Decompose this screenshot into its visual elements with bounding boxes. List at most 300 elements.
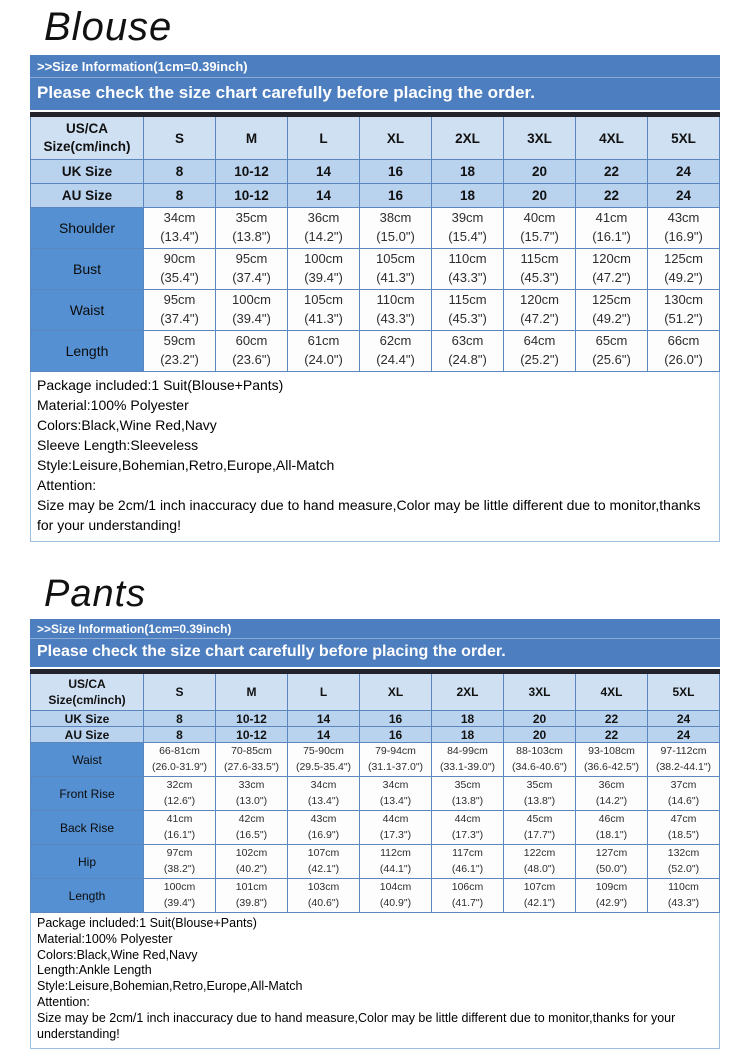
- value-inch: (14.6"): [667, 794, 700, 807]
- pants-size-info-heading: >>Size Information(1cm=0.39inch): [30, 619, 720, 639]
- region-size-value: 14: [288, 184, 360, 208]
- value-inch: (13.8"): [451, 794, 484, 807]
- value-inch: (16.1"): [163, 828, 196, 841]
- value-inch: (43.3"): [667, 896, 700, 909]
- value-inch: (24.0"): [304, 352, 343, 367]
- value-cm: 112cm: [380, 846, 411, 859]
- value-inch: (13.4"): [307, 794, 340, 807]
- measurement-value: [576, 845, 648, 879]
- measurement-value: [288, 208, 360, 249]
- blouse-title: Blouse: [44, 5, 173, 49]
- value-cm: 41cm: [595, 210, 628, 226]
- measurement-value: [360, 777, 432, 811]
- measurement-value: [648, 208, 720, 249]
- measurement-value: [144, 879, 216, 913]
- note-line: Length:Ankle Length: [37, 963, 152, 978]
- value-inch: (45.3"): [448, 311, 487, 326]
- region-size-value: 24: [648, 184, 720, 208]
- region-size-row: [31, 160, 720, 184]
- region-size-value: 16: [360, 160, 432, 184]
- note-line: Sleeve Length:Sleeveless: [37, 437, 199, 453]
- measurement-label: Waist: [31, 743, 144, 777]
- region-size-value: 24: [648, 727, 720, 743]
- size-column-header: 2XL: [432, 115, 504, 160]
- measurement-value: [288, 290, 360, 331]
- value-cm: 65cm: [595, 333, 628, 349]
- region-size-value: 20: [504, 184, 576, 208]
- note-line: Attention:: [37, 477, 97, 493]
- region-size-label: UK Size: [31, 160, 144, 184]
- note-line: Size may be 2cm/1 inch inaccuracy due to hand measure,Color may be little different due to monitor,thanks for your understanding!: [37, 1010, 676, 1041]
- region-size-value: 18: [432, 727, 504, 743]
- pants-notes: [30, 913, 720, 1049]
- value-inch: (38.2"): [163, 862, 196, 875]
- value-inch: (18.5"): [667, 828, 700, 841]
- value-inch: (17.3"): [451, 828, 484, 841]
- measurement-value: [648, 290, 720, 331]
- measurement-value: [576, 290, 648, 331]
- note-line: Package included:1 Suit(Blouse+Pants): [37, 916, 257, 930]
- region-size-value: 8: [144, 711, 216, 727]
- value-inch: (48.0"): [523, 862, 556, 875]
- value-cm: 46cm: [598, 812, 625, 825]
- size-header-row: [31, 672, 720, 711]
- value-cm: 105cm: [375, 251, 416, 267]
- value-cm: 66cm: [667, 333, 700, 349]
- value-cm: 100cm: [231, 292, 272, 308]
- measurement-value: [288, 811, 360, 845]
- note-line: Style:Leisure,Bohemian,Retro,Europe,All-Match: [37, 979, 303, 994]
- region-size-value: 22: [576, 184, 648, 208]
- value-cm: 36cm: [307, 210, 340, 226]
- value-cm: 88-103cm: [516, 744, 563, 757]
- region-size-value: 22: [576, 160, 648, 184]
- value-inch: (40.2"): [235, 862, 268, 875]
- measurement-value: [432, 331, 504, 372]
- value-inch: (47.2"): [592, 270, 631, 285]
- measurement-value: [288, 845, 360, 879]
- value-inch: (24.4"): [376, 352, 415, 367]
- region-size-row: [31, 184, 720, 208]
- measurement-value: [432, 811, 504, 845]
- value-cm: 34cm: [163, 210, 196, 226]
- size-system-header-line: Size(cm/inch): [43, 139, 131, 154]
- measurement-value: [432, 879, 504, 913]
- measurement-value: [360, 208, 432, 249]
- measurement-value: [648, 249, 720, 290]
- measurement-value: [504, 290, 576, 331]
- measurement-row: [31, 249, 720, 290]
- measurement-value: [288, 743, 360, 777]
- value-inch: (14.2"): [304, 229, 343, 244]
- size-column-header: 3XL: [504, 672, 576, 711]
- note-line: Package included:1 Suit(Blouse+Pants): [37, 377, 284, 393]
- measurement-value: [648, 879, 720, 913]
- value-cm: 90cm: [163, 251, 196, 267]
- region-size-value: 18: [432, 160, 504, 184]
- measurement-row: [31, 290, 720, 331]
- value-cm: 125cm: [591, 292, 632, 308]
- measurement-value: [216, 845, 288, 879]
- value-cm: 43cm: [310, 812, 337, 825]
- measurement-label: Shoulder: [31, 208, 144, 249]
- measurement-value: [432, 743, 504, 777]
- size-column-header: 4XL: [576, 672, 648, 711]
- measurement-label: Waist: [31, 290, 144, 331]
- region-size-value: 8: [144, 184, 216, 208]
- value-cm: 117cm: [452, 846, 483, 859]
- value-inch: (49.2"): [664, 270, 703, 285]
- value-inch: (25.6"): [592, 352, 631, 367]
- region-size-value: 16: [360, 727, 432, 743]
- measurement-label: Length: [31, 879, 144, 913]
- value-inch: (29.5-35.4"): [295, 760, 352, 773]
- measurement-value: [504, 845, 576, 879]
- measurement-value: [288, 777, 360, 811]
- value-cm: 125cm: [663, 251, 704, 267]
- measurement-value: [648, 811, 720, 845]
- measurement-label: Length: [31, 331, 144, 372]
- pants-section: [30, 572, 720, 1049]
- value-inch: (39.4"): [232, 311, 271, 326]
- measurement-row: [31, 777, 720, 811]
- size-system-header-line: US/CA: [65, 120, 108, 136]
- value-cm: 102cm: [235, 846, 268, 859]
- size-column-header: 3XL: [504, 115, 576, 160]
- value-cm: 97cm: [166, 846, 193, 859]
- value-cm: 39cm: [451, 210, 484, 226]
- value-cm: 122cm: [523, 846, 556, 859]
- measurement-value: [360, 743, 432, 777]
- region-size-row: [31, 727, 720, 743]
- region-size-value: 20: [504, 160, 576, 184]
- size-system-header: [31, 115, 144, 160]
- value-cm: 110cm: [448, 251, 487, 267]
- note-line: Attention:: [37, 994, 90, 1009]
- measurement-value: [216, 208, 288, 249]
- value-cm: 109cm: [595, 880, 628, 893]
- value-cm: 63cm: [451, 333, 484, 349]
- value-cm: 41cm: [166, 812, 193, 825]
- measurement-value: [576, 331, 648, 372]
- value-inch: (37.4"): [160, 311, 199, 326]
- value-inch: (40.6"): [307, 896, 340, 909]
- size-column-header: 5XL: [648, 672, 720, 711]
- value-inch: (14.2"): [595, 794, 628, 807]
- value-inch: (38.2-44.1"): [655, 760, 712, 773]
- measurement-value: [432, 777, 504, 811]
- measurement-label: Hip: [31, 845, 144, 879]
- size-system-header-line: Size(cm/inch): [48, 693, 126, 707]
- value-cm: 35cm: [526, 778, 553, 791]
- measurement-value: [504, 879, 576, 913]
- value-cm: 95cm: [163, 292, 196, 308]
- measurement-value: [216, 331, 288, 372]
- measurement-value: [144, 208, 216, 249]
- value-cm: 106cm: [451, 880, 484, 893]
- value-inch: (39.4"): [163, 896, 196, 909]
- measurement-row: [31, 879, 720, 913]
- value-inch: (24.8"): [448, 352, 487, 367]
- blouse-size-info-heading: >>Size Information(1cm=0.39inch): [30, 55, 720, 78]
- value-inch: (34.6-40.6"): [511, 760, 568, 773]
- value-cm: 34cm: [382, 778, 409, 791]
- value-inch: (17.7"): [523, 828, 556, 841]
- value-cm: 47cm: [670, 812, 697, 825]
- measurement-label: Bust: [31, 249, 144, 290]
- value-cm: 107cm: [307, 846, 340, 859]
- region-size-value: 10-12: [216, 184, 288, 208]
- region-size-value: 8: [144, 160, 216, 184]
- region-size-value: 8: [144, 727, 216, 743]
- value-inch: (23.2"): [160, 352, 199, 367]
- value-cm: 66-81cm: [159, 744, 200, 757]
- measurement-value: [576, 208, 648, 249]
- value-cm: 35cm: [454, 778, 481, 791]
- value-cm: 93-108cm: [588, 744, 635, 757]
- value-inch: (42.1"): [307, 862, 340, 875]
- measurement-row: [31, 845, 720, 879]
- value-cm: 104cm: [379, 880, 412, 893]
- value-inch: (40.9"): [379, 896, 412, 909]
- measurement-value: [432, 290, 504, 331]
- value-cm: 75-90cm: [303, 744, 344, 757]
- value-inch: (39.4"): [304, 270, 343, 285]
- region-size-value: 22: [576, 727, 648, 743]
- value-cm: 38cm: [379, 210, 412, 226]
- measurement-row: [31, 811, 720, 845]
- size-column-header: 4XL: [576, 115, 648, 160]
- value-cm: 127cm: [595, 846, 628, 859]
- size-column-header: S: [144, 672, 216, 711]
- value-inch: (41.3"): [304, 311, 343, 326]
- value-inch: (16.9"): [307, 828, 340, 841]
- value-cm: 44cm: [382, 812, 409, 825]
- value-inch: (52.0"): [667, 862, 700, 875]
- value-inch: (41.3"): [376, 270, 415, 285]
- measurement-value: [576, 811, 648, 845]
- value-inch: (51.2"): [664, 311, 703, 326]
- value-inch: (45.3"): [520, 270, 559, 285]
- size-column-header: L: [288, 672, 360, 711]
- measurement-value: [504, 811, 576, 845]
- value-cm: 60cm: [235, 333, 268, 349]
- value-inch: (16.1"): [592, 229, 631, 244]
- measurement-value: [504, 208, 576, 249]
- measurement-value: [504, 777, 576, 811]
- measurement-value: [576, 777, 648, 811]
- value-cm: 32cm: [166, 778, 193, 791]
- measurement-value: [504, 743, 576, 777]
- measurement-value: [144, 777, 216, 811]
- value-cm: 101cm: [235, 880, 268, 893]
- value-inch: (49.2"): [592, 311, 631, 326]
- size-column-header: XL: [360, 115, 432, 160]
- value-inch: (42.1"): [523, 896, 556, 909]
- value-cm: 103cm: [307, 880, 340, 893]
- value-cm: 35cm: [235, 210, 268, 226]
- value-cm: 62cm: [379, 333, 412, 349]
- blouse-size-info-banner: [30, 55, 720, 110]
- value-cm: 34cm: [310, 778, 337, 791]
- size-column-header: M: [216, 115, 288, 160]
- region-size-row: [31, 711, 720, 727]
- value-inch: (15.7"): [520, 229, 559, 244]
- value-inch: (44.1"): [379, 862, 412, 875]
- blouse-size-chart-warning: Please check the size chart carefully before placing the order.: [37, 83, 535, 102]
- value-cm: 115cm: [448, 292, 487, 308]
- measurement-value: [288, 879, 360, 913]
- measurement-row: [31, 208, 720, 249]
- note-line: Material:100% Polyester: [37, 931, 173, 946]
- value-inch: (46.1"): [451, 862, 484, 875]
- region-size-value: 24: [648, 711, 720, 727]
- measurement-value: [360, 290, 432, 331]
- value-inch: (15.0"): [376, 229, 415, 244]
- measurement-value: [432, 208, 504, 249]
- value-cm: 110cm: [668, 880, 699, 893]
- measurement-value: [360, 879, 432, 913]
- region-size-value: 10-12: [216, 727, 288, 743]
- value-cm: 100cm: [303, 251, 344, 267]
- measurement-value: [432, 845, 504, 879]
- size-system-header: [31, 672, 144, 711]
- measurement-value: [360, 331, 432, 372]
- measurement-label: Back Rise: [31, 811, 144, 845]
- blouse-size-table: [30, 112, 720, 372]
- value-inch: (13.8"): [523, 794, 556, 807]
- value-cm: 40cm: [523, 210, 556, 226]
- value-inch: (16.9"): [664, 229, 703, 244]
- region-size-value: 24: [648, 160, 720, 184]
- measurement-value: [144, 290, 216, 331]
- value-inch: (23.6"): [232, 352, 271, 367]
- value-cm: 37cm: [670, 778, 697, 791]
- value-cm: 132cm: [667, 846, 700, 859]
- region-size-value: 20: [504, 711, 576, 727]
- size-system-header-line: US/CA: [68, 676, 106, 691]
- value-inch: (43.3"): [448, 270, 487, 285]
- measurement-row: [31, 743, 720, 777]
- value-cm: 79-94cm: [375, 744, 416, 757]
- measurement-label: Front Rise: [31, 777, 144, 811]
- value-cm: 42cm: [238, 812, 265, 825]
- size-column-header: XL: [360, 672, 432, 711]
- region-size-label: AU Size: [31, 184, 144, 208]
- measurement-value: [216, 879, 288, 913]
- value-cm: 36cm: [598, 778, 625, 791]
- value-cm: 120cm: [519, 292, 560, 308]
- region-size-value: 22: [576, 711, 648, 727]
- value-cm: 97-112cm: [660, 744, 707, 757]
- value-cm: 107cm: [523, 880, 556, 893]
- value-inch: (35.4"): [160, 270, 199, 285]
- region-size-value: 14: [288, 160, 360, 184]
- blouse-notes: [30, 372, 720, 542]
- value-inch: (27.6-33.5"): [223, 760, 280, 773]
- value-cm: 110cm: [376, 292, 415, 308]
- value-cm: 43cm: [667, 210, 700, 226]
- measurement-value: [288, 249, 360, 290]
- value-inch: (26.0"): [664, 352, 703, 367]
- measurement-value: [648, 845, 720, 879]
- measurement-value: [504, 331, 576, 372]
- measurement-value: [144, 811, 216, 845]
- note-line: Style:Leisure,Bohemian,Retro,Europe,All-Match: [37, 457, 335, 473]
- value-inch: (15.4"): [448, 229, 487, 244]
- value-inch: (47.2"): [520, 311, 559, 326]
- measurement-value: [576, 879, 648, 913]
- measurement-value: [216, 290, 288, 331]
- value-inch: (31.1-37.0"): [367, 760, 424, 773]
- value-inch: (13.0"): [235, 794, 268, 807]
- value-cm: 130cm: [663, 292, 704, 308]
- value-inch: (17.3"): [379, 828, 412, 841]
- region-size-value: 16: [360, 184, 432, 208]
- size-column-header: S: [144, 115, 216, 160]
- pants-size-table: [30, 669, 720, 913]
- pants-title: Pants: [44, 573, 147, 615]
- value-cm: 100cm: [163, 880, 196, 893]
- measurement-row: [31, 331, 720, 372]
- value-inch: (13.4"): [160, 229, 199, 244]
- value-inch: (16.5"): [235, 828, 268, 841]
- measurement-value: [360, 811, 432, 845]
- measurement-value: [648, 743, 720, 777]
- value-inch: (18.1"): [595, 828, 628, 841]
- measurement-value: [144, 743, 216, 777]
- measurement-value: [216, 743, 288, 777]
- region-size-value: 18: [432, 184, 504, 208]
- value-inch: (50.0"): [595, 862, 628, 875]
- size-header-row: [31, 115, 720, 160]
- measurement-value: [216, 811, 288, 845]
- value-inch: (33.1-39.0"): [439, 760, 496, 773]
- measurement-value: [360, 249, 432, 290]
- size-column-header: L: [288, 115, 360, 160]
- value-cm: 44cm: [454, 812, 481, 825]
- measurement-value: [144, 331, 216, 372]
- value-cm: 105cm: [303, 292, 344, 308]
- region-size-value: 20: [504, 727, 576, 743]
- measurement-value: [144, 845, 216, 879]
- pants-size-chart-warning: Please check the size chart carefully before placing the order.: [37, 643, 506, 660]
- value-cm: 59cm: [163, 333, 196, 349]
- value-inch: (37.4"): [232, 270, 271, 285]
- value-inch: (12.6"): [163, 794, 196, 807]
- note-line: Colors:Black,Wine Red,Navy: [37, 947, 198, 962]
- value-cm: 33cm: [238, 778, 265, 791]
- measurement-value: [360, 845, 432, 879]
- note-line: Colors:Black,Wine Red,Navy: [37, 417, 217, 433]
- region-size-value: 10-12: [216, 160, 288, 184]
- value-cm: 70-85cm: [231, 744, 272, 757]
- value-cm: 64cm: [523, 333, 556, 349]
- value-inch: (25.2"): [520, 352, 559, 367]
- measurement-value: [432, 249, 504, 290]
- region-size-value: 14: [288, 727, 360, 743]
- value-inch: (43.3"): [376, 311, 415, 326]
- value-cm: 45cm: [526, 812, 553, 825]
- value-inch: (13.8"): [232, 229, 271, 244]
- value-inch: (41.7"): [451, 896, 484, 909]
- measurement-value: [216, 777, 288, 811]
- blouse-section: [30, 2, 720, 542]
- size-column-header: M: [216, 672, 288, 711]
- measurement-value: [216, 249, 288, 290]
- note-line: Size may be 2cm/1 inch inaccuracy due to hand measure,Color may be little different due to monitor,thanks for your understanding!: [37, 497, 701, 533]
- size-column-header: 5XL: [648, 115, 720, 160]
